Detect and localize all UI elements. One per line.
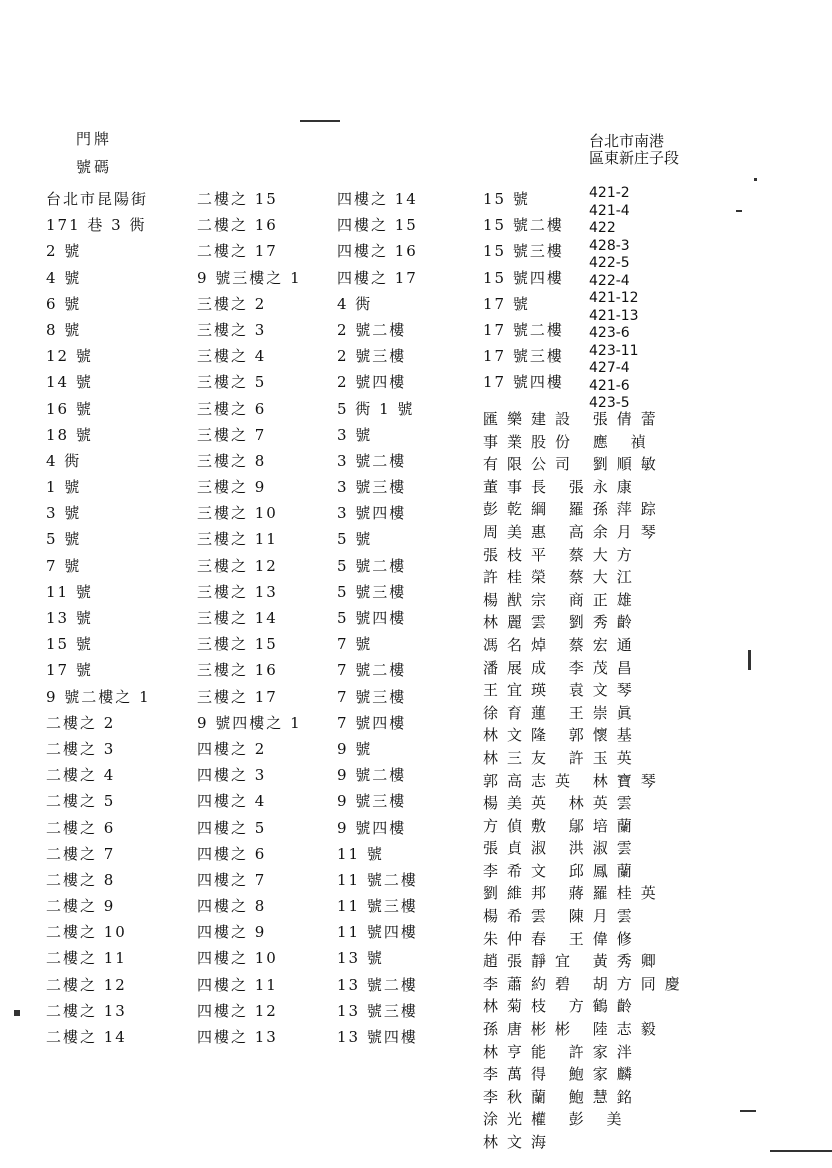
address-entry: 13 號四樓 (337, 1028, 418, 1046)
address-entry: 17 號四樓 (483, 373, 564, 392)
address-entry: 二樓之 8 (46, 870, 116, 889)
address-entry: 15 號 (483, 190, 530, 208)
address-entry: 三樓之 10 (197, 504, 278, 523)
scan-speck (754, 178, 757, 181)
address-entry: 三樓之 14 (197, 609, 278, 627)
address-entry: 二樓之 11 (46, 949, 127, 968)
address-entry: 17 號三樓 (483, 347, 564, 366)
address-entry: 5 號 (337, 530, 373, 549)
owner-entry: 楊猷宗 商正雄 (483, 590, 641, 609)
address-entry: 1 號 (46, 478, 82, 497)
owner-entry: 張貞淑 洪淑雲 (483, 839, 641, 858)
address-entry: 四樓之 7 (197, 870, 267, 889)
owner-entry: 李希文 邱鳳蘭 (483, 861, 641, 880)
address-entry: 2 號三樓 (337, 347, 407, 366)
address-entry: 9 號三樓 (337, 792, 407, 811)
scan-speck (14, 1010, 20, 1016)
address-entry: 7 號四樓 (337, 713, 407, 732)
address-entry: 三樓之 17 (197, 687, 278, 706)
address-entry: 二樓之 5 (46, 792, 116, 811)
address-entry: 7 號二樓 (337, 661, 407, 680)
owner-entry: 王宜瑛 袁文琴 (483, 681, 641, 700)
scan-speck (300, 120, 340, 122)
owner-entry: 楊希雲 陳月雲 (483, 907, 641, 926)
address-entry: 6 號 (46, 294, 82, 313)
column-title-line2: 號碼 (76, 158, 113, 176)
owner-entry: 周美惠 高余月琴 (483, 522, 665, 541)
address-entry: 7 號 (46, 556, 82, 575)
address-entry: 四樓之 5 (197, 818, 267, 837)
scan-speck (740, 1110, 756, 1112)
address-entry: 15 號三樓 (483, 242, 564, 261)
parcel-number: 423-11 (589, 342, 639, 359)
address-entry: 四樓之 10 (197, 949, 278, 968)
owner-entry: 郭高志英 林寶琴 (483, 771, 665, 790)
address-entry: 9 號二樓之 1 (46, 687, 151, 706)
address-entry: 11 號四樓 (337, 923, 418, 942)
owner-entry: 趙張靜宜 黃秀卿 (483, 952, 665, 971)
address-entry: 11 號 (46, 582, 93, 601)
address-entry: 12 號 (46, 347, 93, 366)
address-entry: 三樓之 11 (197, 530, 278, 549)
address-entry: 三樓之 4 (197, 347, 267, 366)
address-entry: 5 衖 1 號 (337, 399, 415, 418)
location-line-1: 台北市南港 (589, 132, 665, 150)
address-entry: 四樓之 16 (337, 242, 418, 261)
address-entry: 二樓之 4 (46, 766, 116, 785)
owner-entry: 張枝平 蔡大方 (483, 545, 641, 564)
address-entry: 11 號 (337, 844, 384, 863)
address-entry: 2 號 (46, 242, 82, 261)
owner-entry: 方偵敷 鄔培蘭 (483, 816, 641, 835)
address-entry: 4 號 (46, 268, 82, 287)
address-entry: 三樓之 13 (197, 582, 278, 601)
address-entry: 三樓之 8 (197, 451, 267, 470)
address-entry: 3 號三樓 (337, 478, 407, 497)
address-entry: 四樓之 15 (337, 216, 418, 235)
address-entry: 11 號二樓 (337, 870, 418, 889)
address-entry: 三樓之 12 (197, 556, 278, 575)
address-entry: 台北市昆陽街 (46, 190, 149, 208)
address-entry: 二樓之 17 (197, 242, 278, 261)
parcel-number: 422 (589, 220, 616, 236)
owner-entry: 李蕭約碧 胡方同慶 (483, 974, 689, 993)
address-entry: 9 號四樓 (337, 818, 407, 837)
address-entry: 三樓之 16 (197, 661, 278, 680)
owner-entry: 李秋蘭 鮑慧銘 (483, 1087, 641, 1106)
parcel-number: 422-5 (589, 255, 630, 271)
address-entry: 13 號 (46, 609, 93, 627)
address-entry: 二樓之 14 (46, 1028, 127, 1046)
owner-entry: 涂光權 彭 美 (483, 1110, 631, 1129)
location-header (589, 133, 679, 167)
parcel-number-list (589, 185, 639, 413)
owner-entry: 馮名焯 蔡宏通 (483, 635, 641, 654)
address-entry: 四樓之 2 (197, 739, 267, 758)
address-entry: 8 號 (46, 320, 82, 339)
address-entry: 17 號 (46, 661, 93, 680)
owner-entry: 許桂榮 蔡大江 (483, 568, 641, 587)
address-entry: 三樓之 2 (197, 294, 267, 313)
address-column-3 (337, 186, 418, 1050)
owner-entry: 林亨能 許家泮 (483, 1042, 641, 1061)
address-entry: 四樓之 9 (197, 923, 267, 942)
address-entry: 15 號 (46, 635, 93, 654)
address-entry: 三樓之 15 (197, 635, 278, 654)
owner-entry: 楊美英 林英雲 (483, 794, 641, 813)
location-line-2: 區東新庄子段 (589, 149, 680, 167)
owner-entry: 劉維邦 蔣羅桂英 (483, 884, 665, 903)
address-entry: 9 號三樓之 1 (197, 268, 302, 287)
address-entry: 三樓之 5 (197, 373, 267, 392)
address-entry: 5 號四樓 (337, 609, 407, 627)
address-entry: 3 號二樓 (337, 451, 407, 470)
address-entry: 2 號二樓 (337, 320, 407, 339)
address-entry: 四樓之 6 (197, 844, 267, 863)
address-entry: 171 巷 3 衖 (46, 216, 147, 235)
address-entry: 17 號二樓 (483, 320, 564, 339)
address-entry: 17 號 (483, 294, 530, 313)
parcel-number: 423-5 (589, 395, 630, 411)
address-entry: 四樓之 13 (197, 1028, 278, 1046)
address-entry: 4 衖 (46, 451, 82, 470)
address-entry: 四樓之 14 (337, 190, 418, 208)
scan-speck (748, 650, 751, 670)
address-column-2 (197, 186, 302, 1050)
address-entry: 四樓之 12 (197, 1001, 278, 1020)
address-entry: 二樓之 10 (46, 923, 127, 942)
owner-entry: 李萬得 鮑家麟 (483, 1065, 641, 1084)
address-entry: 二樓之 15 (197, 190, 278, 208)
address-entry: 9 號 (337, 739, 373, 758)
address-entry: 二樓之 2 (46, 713, 116, 732)
address-entry: 3 號 (337, 425, 373, 444)
address-entry: 二樓之 7 (46, 844, 116, 863)
owner-entry: 匯樂建設 張倩蕾 (483, 410, 665, 428)
address-entry: 四樓之 3 (197, 766, 267, 785)
address-entry: 15 號四樓 (483, 268, 564, 287)
address-entry: 9 號二樓 (337, 766, 407, 785)
address-entry: 二樓之 16 (197, 216, 278, 235)
address-entry: 四樓之 8 (197, 897, 267, 916)
address-entry: 3 號四樓 (337, 504, 407, 523)
address-entry: 11 號三樓 (337, 897, 418, 916)
address-entry: 5 號三樓 (337, 582, 407, 601)
scan-speck (770, 1150, 832, 1152)
address-entry: 三樓之 6 (197, 399, 267, 418)
owner-entry: 朱仲春 王偉修 (483, 929, 641, 948)
owner-entry: 林文海 (483, 1133, 556, 1151)
parcel-number: 421-4 (589, 202, 630, 219)
address-entry: 二樓之 6 (46, 818, 116, 837)
owner-entry: 彭乾綱 羅孫萍踪 (483, 500, 665, 519)
address-entry: 2 號四樓 (337, 373, 407, 392)
address-entry: 13 號三樓 (337, 1001, 418, 1020)
owner-entry: 林三友 許玉英 (483, 748, 641, 767)
owner-entry: 董事長 張永康 (483, 477, 641, 496)
address-entry: 13 號 (337, 949, 384, 968)
address-entry: 3 號 (46, 504, 82, 523)
parcel-number: 421-13 (589, 307, 639, 324)
address-entry: 二樓之 12 (46, 975, 127, 994)
address-entry: 二樓之 3 (46, 739, 116, 758)
address-entry: 四樓之 11 (197, 975, 278, 994)
address-entry: 四樓之 17 (337, 268, 418, 287)
address-entry: 5 號二樓 (337, 556, 407, 575)
parcel-number: 427-4 (589, 360, 630, 376)
address-entry: 二樓之 9 (46, 897, 116, 916)
owner-entry: 孫唐彬彬 陸志毅 (483, 1020, 665, 1039)
address-column-1 (46, 186, 151, 1050)
owner-entry: 事業股份 應 禎 (483, 432, 655, 451)
owner-entry: 林菊枝 方鶴齡 (483, 997, 641, 1016)
address-entry: 14 號 (46, 373, 93, 392)
address-entry: 16 號 (46, 399, 93, 418)
address-entry: 13 號二樓 (337, 975, 418, 994)
address-entry: 二樓之 13 (46, 1001, 127, 1020)
parcel-number: 421-2 (589, 185, 630, 201)
parcel-number: 421-6 (589, 377, 630, 394)
scan-speck (736, 210, 742, 212)
column-title-line1: 門牌 (76, 130, 113, 148)
parcel-number: 421-12 (589, 290, 639, 306)
owner-entry: 潘展成 李茂昌 (483, 658, 641, 677)
parcel-number: 422-4 (589, 272, 630, 289)
address-entry: 三樓之 9 (197, 478, 267, 497)
owner-entry: 林麗雲 劉秀齡 (483, 613, 641, 632)
address-entry: 三樓之 3 (197, 320, 267, 339)
address-entry: 7 號三樓 (337, 687, 407, 706)
address-entry: 7 號 (337, 635, 373, 654)
address-entry: 四樓之 4 (197, 792, 267, 811)
address-entry: 9 號四樓之 1 (197, 713, 302, 732)
address-entry: 15 號二樓 (483, 216, 564, 235)
owner-entry: 有限公司 劉順敏 (483, 455, 665, 474)
address-entry: 4 衖 (337, 294, 373, 313)
owner-name-list (483, 408, 693, 1154)
address-column-4 (483, 186, 564, 396)
address-entry: 三樓之 7 (197, 425, 267, 444)
address-entry: 5 號 (46, 530, 82, 549)
address-entry: 18 號 (46, 425, 93, 444)
parcel-number: 423-6 (589, 325, 630, 341)
parcel-number: 428-3 (589, 237, 630, 254)
owner-entry: 林文隆 郭懷基 (483, 726, 641, 745)
owner-entry: 徐育蓮 王崇眞 (483, 703, 641, 722)
